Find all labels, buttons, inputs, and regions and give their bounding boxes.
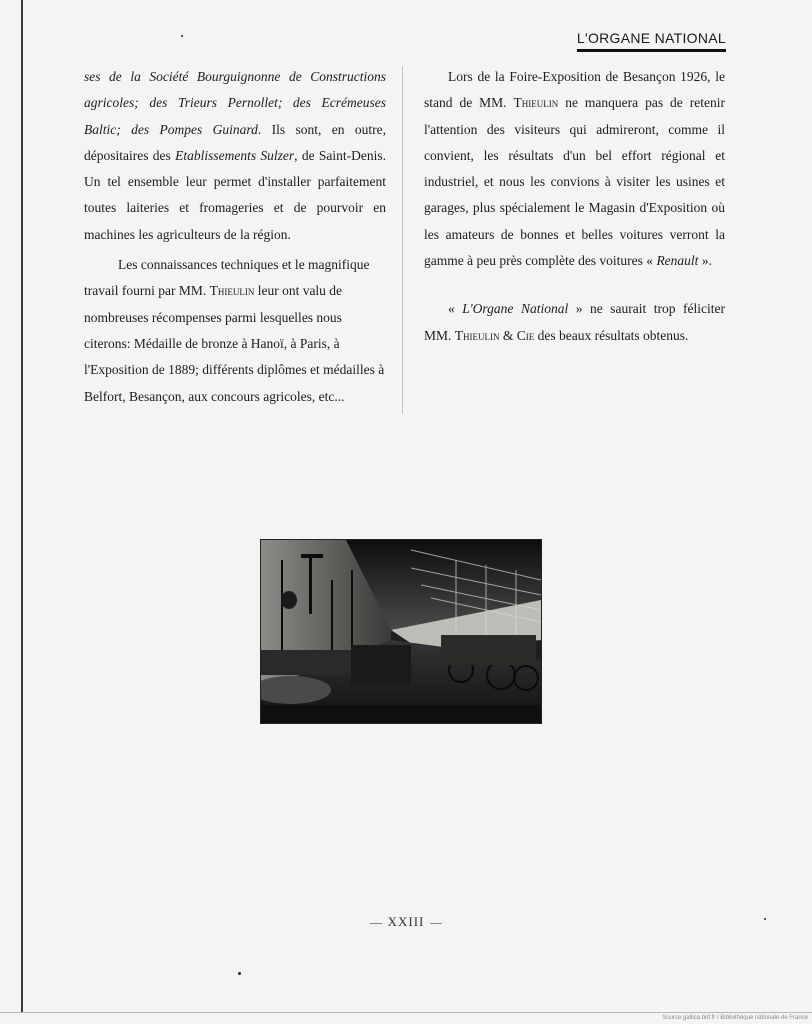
left-p1-text: . Ils sont, en outre, dépositaires des [84, 121, 386, 163]
page-number-dash-left [370, 923, 382, 924]
page-binding-edge [21, 0, 23, 1012]
left-paragraph-1 [84, 64, 386, 248]
page-bottom-edge [0, 1012, 812, 1013]
left-p2-text: Les connaissances techniques et le magnifique travail fourni par MM. [84, 257, 370, 299]
print-speck [181, 35, 183, 37]
right-p2-name: Thieulin & Cie [454, 327, 535, 343]
right-p1-text-mid: ne manquera pas de retenir l'attention des visiteurs qui admireront, comme il convient, les résultats d'un bel effort régional et industriel, et nous les convions à visiter les usines et garages, plus spécialement le Magasin d'Exposition où les amateurs de bonnes et belles voitures verront la gamme à peu près complète des voitures « [424, 95, 725, 269]
right-p2-text-end: des beaux résultats obtenus. [534, 327, 689, 343]
right-p1-text-end: ». [698, 253, 712, 269]
right-paragraph-2 [424, 296, 725, 349]
print-speck [764, 918, 766, 920]
left-paragraph-2 [84, 252, 386, 410]
right-p1-brand: Renault [656, 253, 699, 269]
page-number-text: XXIII [387, 914, 425, 929]
print-speck [238, 972, 241, 975]
column-divider [402, 66, 403, 414]
right-p2-quote: « [448, 301, 463, 317]
left-p2-text-end: leur ont valu de nombreuses récompenses parmi lesquelles nous citerons: Médaille de bronze à Hanoï, à Paris, à l'Exposition de 1889; différents diplômes et médailles à Belfort, Besançon, aux concours agricoles, etc... [84, 283, 385, 404]
right-p2-journal: L'Organe National [462, 301, 569, 317]
page-number [0, 914, 812, 930]
workshop-photograph [260, 539, 542, 724]
right-paragraph-1 [424, 64, 725, 274]
right-p1-text: Lors de la Foire-Exposition de Besançon 1926, le stand de MM. [424, 69, 725, 111]
left-column [84, 64, 386, 410]
source-credit: Source gallica.bnf.fr / Bibliothèque nationale de France [662, 1015, 808, 1021]
left-p1-text-end: , de Saint-Denis. Un tel ensemble leur permet d'installer parfaitement toutes laiteries et fromageries et de pourvoir en machines les agriculteurs de la région. [84, 147, 386, 242]
right-p1-name: Thieulin [513, 95, 559, 111]
right-p2-text: » ne saurait trop féliciter MM. [424, 301, 725, 343]
left-p1-italic-list: ses de la Société Bourguignonne de Constructions agricoles; des Trieurs Pernollet; des Ecrémeuses Baltic; des Pompes Guinard [84, 69, 386, 137]
workshop-photo-image [261, 540, 541, 723]
page-number-dash-right [430, 923, 442, 924]
running-header: L'ORGANE NATIONAL [577, 30, 726, 52]
right-column [424, 64, 725, 349]
left-p1-italic-company: Etablissements Sulzer [175, 147, 295, 163]
left-p2-name: Thieulin [209, 283, 255, 299]
